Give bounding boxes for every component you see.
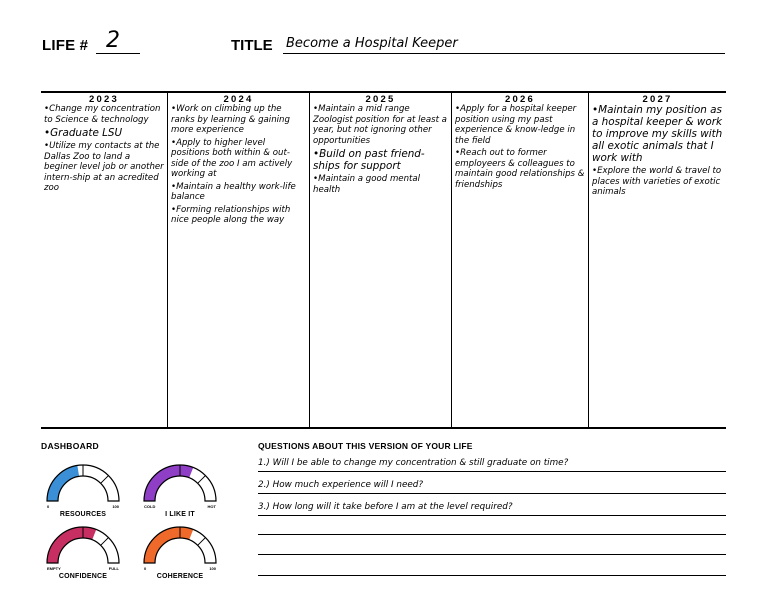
note-item: •Reach out to former employeers & colleagues to maintain good relationships & friendships [455,148,585,190]
column-notes[interactable] [168,104,309,226]
note-item: •Maintain a mid range Zoologist position for at least a year, but not ignoring other opportunities [313,104,447,146]
gauge-name: I LIKE IT [165,511,195,518]
question-line [258,554,726,555]
gauge-name: COHERENCE [156,573,204,580]
note-item: •Maintain a good mental health [313,174,421,195]
gauge-fill [144,465,193,501]
gauge-min-label: 0 [47,504,50,509]
note-item: •Work on climbing up the ranks by learning & gaining more experience [171,104,290,135]
gauge-divider [198,538,206,546]
note-item: •Explore the world & travel to places with varieties of exotic animals [592,166,722,197]
coherence-gauge[interactable] [140,525,220,585]
life-value[interactable]: 2 [106,28,120,53]
gauge-max-label: 100 [112,504,119,509]
note-item: •Graduate LSU [44,127,123,139]
question-line [258,575,726,576]
timeline-column-2026 [451,93,588,427]
column-notes[interactable] [41,104,167,194]
gauge-dial [43,463,123,505]
column-notes[interactable] [310,104,451,195]
timeline-column-2023 [41,93,167,427]
question-2[interactable]: 2.) How much experience will I need? [258,480,424,490]
note-item: •Apply for a hospital keeper position using my past experience & know-ledge in the field [455,104,577,146]
year-heading: 2023 [89,94,119,105]
year-heading: 2024 [223,94,254,105]
timeline-column-2024 [167,93,309,427]
i-like-it-gauge[interactable] [140,463,220,523]
title-underline [283,53,725,54]
gauge-fill [47,527,96,563]
year-heading: 2025 [365,94,396,105]
resources-gauge[interactable] [43,463,123,523]
gauge-divider [101,538,109,546]
note-item: •Apply to higher level positions both within & out-side of the zoo I am actively working at [171,137,293,179]
timeline-grid [41,91,726,429]
title-value[interactable]: Become a Hospital Keeper [286,36,458,51]
year-heading: 2026 [505,94,535,105]
questions-title: QUESTIONS ABOUT THIS VERSION OF YOUR LIFE [258,441,473,451]
question-line [258,534,726,535]
timeline-column-2025 [309,93,451,427]
life-label: LIFE # [42,37,89,54]
note-item: •Change my concentration to Science & technology [44,104,161,125]
gauge-fill [144,527,193,563]
question-line [258,471,726,472]
gauge-min-label: EMPTY [47,566,61,571]
gauge-max-label: HOT [207,504,216,509]
question-line [258,515,726,516]
note-item: •Utilize my contacts at the Dallas Zoo to land a beginer level job or another intern-ship at an acredited zoo [44,141,164,193]
gauge-name: CONFIDENCE [58,573,108,580]
gauge-min-label: 0 [144,566,147,571]
gauge-max-label: FULL [108,566,119,571]
dashboard-title: DASHBOARD [41,441,99,451]
title-label: TITLE [231,37,273,54]
gauge-max-label: 100 [209,566,216,571]
note-item: •Maintain a healthy work-life balance [171,181,296,202]
confidence-gauge[interactable] [43,525,123,585]
gauge-min-label: COLD [144,504,156,509]
column-notes[interactable] [452,104,588,190]
question-1[interactable]: 1.) Will I be able to change my concentration & still graduate on time? [258,458,569,468]
note-item: •Maintain my position as a hospital keeper & work to improve my skills with all exotic animals that I work with [592,104,723,164]
gauge-dial [140,525,220,567]
life-underline [96,53,140,54]
gauge-name: RESOURCES [59,511,107,518]
note-item: •Forming relationships with nice people along the way [171,204,291,225]
gauge-divider [198,476,206,484]
gauge-dial [43,525,123,567]
gauge-dial [140,463,220,505]
column-notes[interactable] [589,104,726,198]
question-3[interactable]: 3.) How long will it take before I am at the level required? [258,502,513,512]
gauge-divider [101,476,109,484]
question-line [258,493,726,494]
year-heading: 2027 [642,94,673,105]
timeline-column-2027 [588,93,726,427]
note-item: •Build on past friend-ships for support [313,148,425,172]
